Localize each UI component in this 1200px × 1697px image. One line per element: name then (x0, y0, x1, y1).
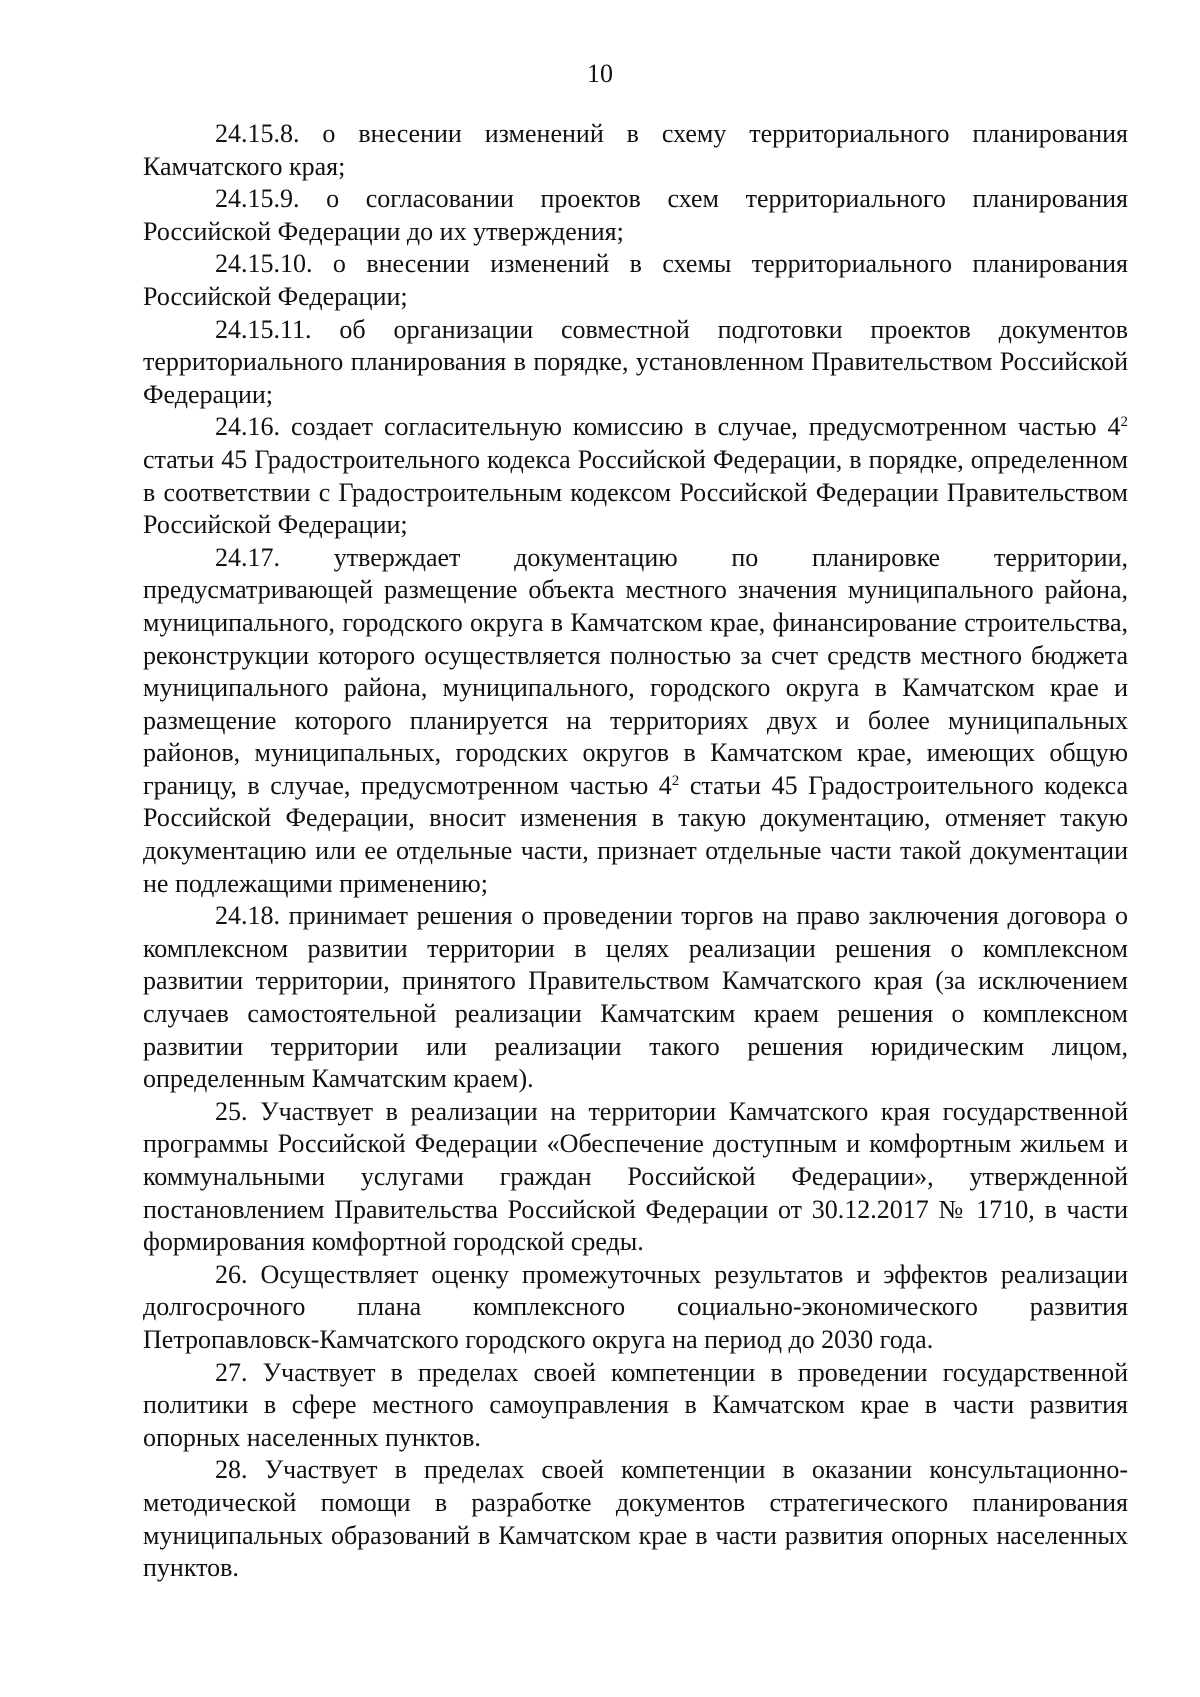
paragraph-text: 24.17. утверждает документацию по планировке территории, предусматривающей размещение объекта местного значения муниципального района, муниципального, городского округа в Камчатском крае, финансирование строительства, реконструкции которого осуществляется полностью за счет средств местного бюджета муниципального района, муниципального, городского округа в Камчатском крае и размещение которого планируется на территориях двух и более муниципальных районов, муниципальных, городских округов в Камчатском крае, имеющих общую границу, в случае, предусмотренном частью 4 (143, 542, 1128, 800)
paragraph-24-15-9: 24.15.9. о согласовании проектов схем территориального планирования Российской Федерации до их утверждения; (143, 184, 1128, 246)
paragraph-24-15-8: 24.15.8. о внесении изменений в схему территориального планирования Камчатского края; (143, 119, 1128, 181)
superscript: 2 (671, 772, 680, 789)
paragraph-28: 28. Участвует в пределах своей компетенции в оказании консультационно-методической помощи в разработке документов стратегического планирования муниципальных образований в Камчатском крае в части развития опорных населенных пунктов. (143, 1455, 1128, 1583)
paragraph-24-16 (143, 411, 1128, 541)
paragraph-25: 25. Участвует в реализации на территории Камчатского края государственной программы Российской Федерации «Обеспечение доступным и комфортным жильем и коммунальными услугами граждан Российской Федерации», утвержденной постановлением Правительства Российской Федерации от 30.12.2017 № 1710, в части формирования комфортной городской среды. (143, 1096, 1128, 1257)
document-body (143, 118, 1128, 1585)
paragraph-24-15-11: 24.15.11. об организации совместной подготовки проектов документов территориального планирования в порядке, установленном Правительством Российской Федерации; (143, 314, 1128, 409)
page-number: 10 (587, 59, 613, 88)
paragraph-24-18: 24.18. принимает решения о проведении торгов на право заключения договора о комплексном развитии территории в целях реализации решения о комплексном развитии территории, принятого Правительством Камчатского края (за исключением случаев самостоятельной реализации Камчатским краем решения о комплексном развитии территории или реализации такого решения юридическим лицом, определенным Камчатским краем). (143, 901, 1128, 1094)
paragraph-27: 27. Участвует в пределах своей компетенции в проведении государственной политики в сфере местного самоуправления в Камчатском крае в части развития опорных населенных пунктов. (143, 1357, 1128, 1452)
paragraph-text: 24.16. создает согласительную комиссию в случае, предусмотренном частью 4 (215, 412, 1121, 442)
superscript: 2 (1120, 414, 1128, 431)
paragraph-24-15-10: 24.15.10. о внесении изменений в схемы территориального планирования Российской Федерации; (143, 249, 1128, 311)
paragraph-text: статьи 45 Градостроительного кодекса Российской Федерации, вносит изменения в такую документацию, отменяет такую документацию или ее отдельные части, признает отдельные части такой документации не подлежащими применению; (143, 770, 1128, 898)
paragraph-text: статьи 45 Градостроительного кодекса Российской Федерации, в порядке, определенном в соответствии с Градостроительным кодексом Российской Федерации Правительством Российской Федерации; (143, 444, 1128, 540)
paragraph-24-17 (143, 542, 1128, 901)
paragraph-26: 26. Осуществляет оценку промежуточных результатов и эффектов реализации долгосрочного плана комплексного социально-экономического развития Петропавловск-Камчатского городского округа на период до 2030 года. (143, 1259, 1128, 1354)
